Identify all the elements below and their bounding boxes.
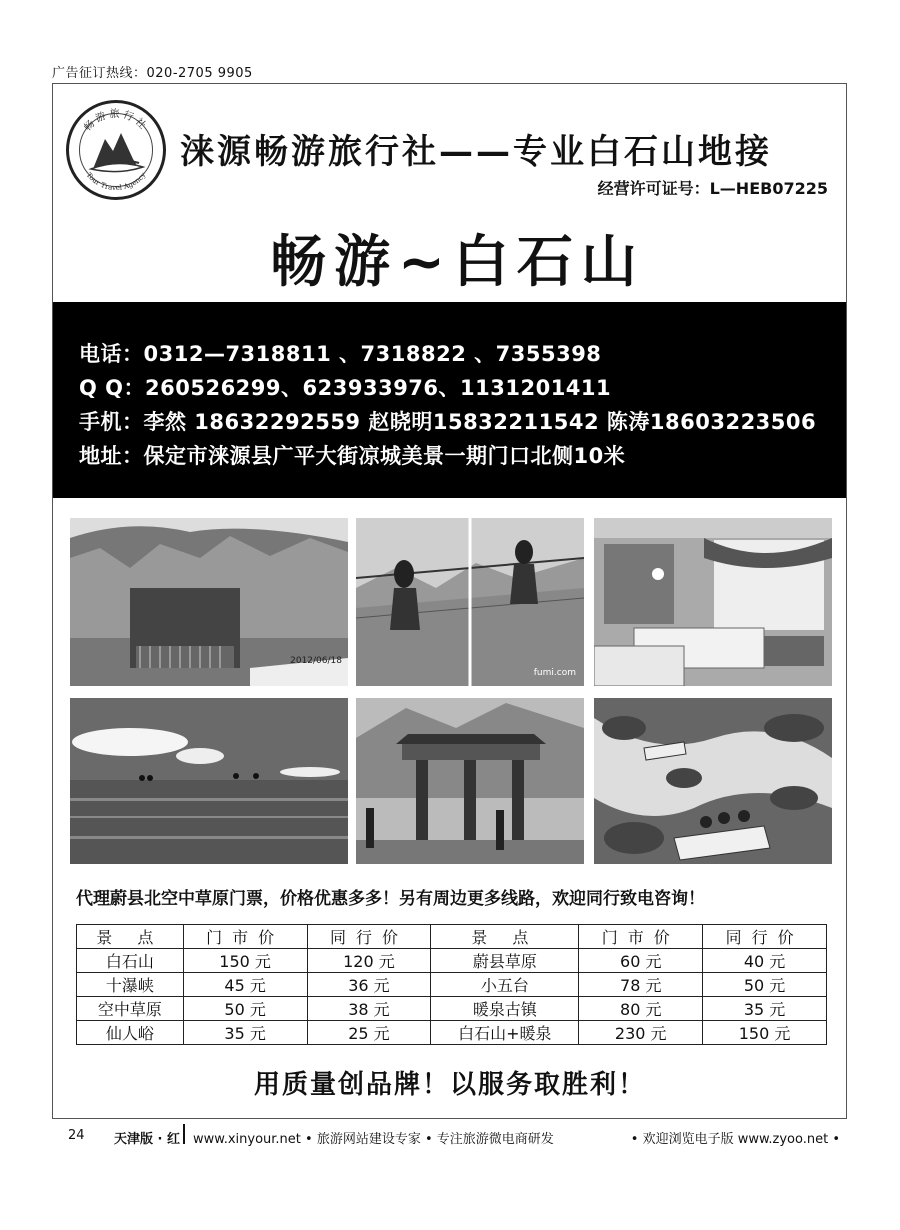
table-cell: 50 元: [183, 997, 307, 1021]
col-header: 同行价: [703, 925, 827, 949]
edition-label: 天津版 · 红: [114, 1132, 180, 1147]
footer-right-text: • 欢迎浏览电子版 www.zyoo.net •: [630, 1132, 840, 1147]
photo-river-rafting: [594, 698, 832, 864]
table-cell: 小五台: [431, 973, 579, 997]
table-cell: 150 元: [703, 1021, 827, 1045]
promo-text: 代理蔚县北空中草原门票，价格优惠多多！另有周边更多线路，欢迎同行致电咨询！: [76, 889, 705, 909]
table-header-row: [77, 925, 827, 949]
mountain-icon: [91, 133, 143, 172]
table-cell: 80 元: [579, 997, 703, 1021]
contact-mobile: 手机：李然 18632292559 赵晓明15832211542 陈涛18603223506: [79, 410, 817, 434]
company-name: 涞源畅游旅行社——专业白石山地接: [180, 132, 772, 172]
table-cell: 蔚县草原: [431, 949, 579, 973]
slogan-title: 畅游~白石山: [270, 230, 645, 295]
ad-hotline: 广告征订热线：020-2705 9905: [52, 66, 253, 81]
photo-scenic-gate: [356, 698, 584, 864]
table-cell: 120 元: [307, 949, 431, 973]
table-cell: 35 元: [703, 997, 827, 1021]
photo-glass-walkway: [356, 518, 584, 686]
table-cell: 暖泉古镇: [431, 997, 579, 1021]
table-cell: 白石山: [77, 949, 184, 973]
col-header: 门市价: [183, 925, 307, 949]
motto-text: 用质量创品牌！以服务取胜利！: [253, 1070, 646, 1100]
table-cell: 230 元: [579, 1021, 703, 1045]
table-row: [77, 949, 827, 973]
table-cell: 60 元: [579, 949, 703, 973]
photo-stone-gate: [70, 518, 348, 686]
col-header: 景 点: [77, 925, 184, 949]
license-number: 经营许可证号：L—HEB07225: [597, 179, 828, 198]
table-cell: 45 元: [183, 973, 307, 997]
table-cell: 白石山+暖泉: [431, 1021, 579, 1045]
table-row: [77, 1021, 827, 1045]
contact-phone: 电话：0312—7318811 、7318822 、7355398: [79, 342, 602, 366]
photo-date-stamp: 2012/06/18: [290, 656, 342, 666]
table-cell: 150 元: [183, 949, 307, 973]
col-header: 景 点: [431, 925, 579, 949]
table-row: [77, 997, 827, 1021]
contact-address: 地址：保定市涞源县广平大街凉城美景一期门口北侧10米: [79, 444, 626, 468]
table-cell: 36 元: [307, 973, 431, 997]
contact-qq: Q Q：260526299、623933976、1131201411: [79, 376, 612, 400]
table-cell: 50 元: [703, 973, 827, 997]
photo-watermark: fumi.com: [533, 668, 576, 678]
photo-grassland: [70, 698, 348, 864]
col-header: 同行价: [307, 925, 431, 949]
table-cell: 40 元: [703, 949, 827, 973]
table-cell: 25 元: [307, 1021, 431, 1045]
table-row: [77, 973, 827, 997]
table-cell: 78 元: [579, 973, 703, 997]
contact-panel: [53, 302, 846, 498]
table-cell: 十瀑峡: [77, 973, 184, 997]
page-number: 24: [68, 1128, 85, 1143]
agency-logo: [66, 100, 166, 200]
svg-text:畅游旅行社: [81, 108, 151, 134]
table-cell: 38 元: [307, 997, 431, 1021]
footer-divider: [183, 1124, 185, 1144]
footer-left-text: www.xinyour.net • 旅游网站建设专家 • 专注旅游微电商研发: [193, 1132, 554, 1147]
svg-text:Tour Travel Agency: [85, 171, 148, 192]
table-cell: 仙人峪: [77, 1021, 184, 1045]
logo-text-bottom: Tour Travel Agency: [84, 171, 148, 193]
photo-hotel-room: [594, 518, 832, 686]
logo-text-top: 畅游旅行社: [82, 109, 150, 134]
table-cell: 35 元: [183, 1021, 307, 1045]
price-table: [76, 924, 827, 1045]
col-header: 门市价: [579, 925, 703, 949]
table-cell: 空中草原: [77, 997, 184, 1021]
